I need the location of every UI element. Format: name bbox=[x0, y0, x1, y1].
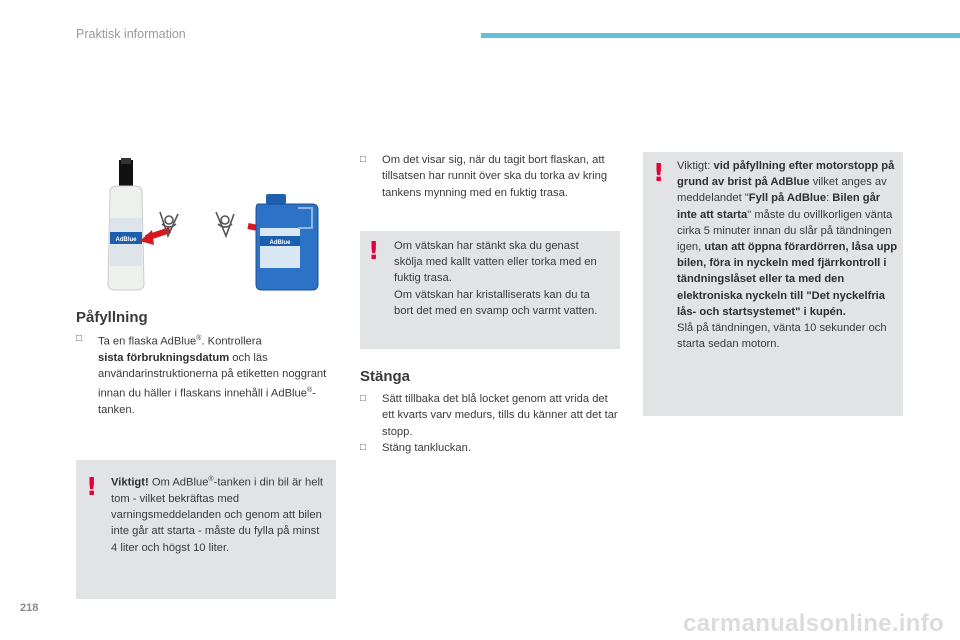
warning-box-restart bbox=[643, 152, 903, 416]
bullet-marker-icon: □ bbox=[360, 393, 367, 404]
warning-text-splash: Om vätskan har stänkt ska du genast skölja med kallt vatten eller torka med en fuktig trasa. Om vätskan har kristalliserats kan du ta bort det med en svamp och varmt vatten. bbox=[394, 240, 598, 317]
adblue-canister-image bbox=[256, 194, 318, 290]
page-number: 218 bbox=[20, 602, 39, 614]
cap-lock-symbol bbox=[216, 212, 234, 236]
header-accent-bar bbox=[481, 33, 960, 38]
bottle-label: AdBlue bbox=[115, 237, 137, 243]
page-section-title: Praktisk information bbox=[76, 27, 186, 41]
warning-box-empty-tank bbox=[76, 460, 336, 599]
adblue-refill-illustration bbox=[98, 158, 322, 292]
filling-instruction: □ Ta en flaska AdBlue®. Kontrollera sista förbrukningsdatum och läs användarinstruktionerna på etiketten noggrant innan du häller i flaskans innehåll i AdBlue®-tanken. bbox=[76, 333, 327, 416]
bullet-marker-icon: □ bbox=[76, 333, 83, 344]
warning-exclamation-icon: ! bbox=[653, 158, 665, 187]
warning-box-splash bbox=[360, 231, 620, 349]
watermark: carmanualsonline.info bbox=[682, 610, 944, 637]
closing-instruction-1: □ Sätt tillbaka det blå locket genom att vrida det ett kvarts varv medurs, tills du känner att det tar stopp. bbox=[360, 393, 618, 438]
section-title-filling: Påfyllning bbox=[76, 309, 148, 326]
bullet-marker-icon: □ bbox=[360, 154, 367, 165]
canister-label: AdBlue bbox=[269, 240, 291, 246]
warning-exclamation-icon: ! bbox=[368, 236, 380, 265]
warning-exclamation-icon: ! bbox=[86, 472, 98, 501]
closing-instruction-2: □ Stäng tankluckan. bbox=[360, 440, 618, 456]
warning-text-restart: Viktigt: vid påfyllning efter motorstopp på grund av brist på AdBlue vilket anges av meddelandet "Fyll på AdBlue: Bilen går inte att starta" måste du ovillkorligen vänta cirka 5 minuter innan du slår på tändningen igen, utan att öppna förardörren, låsa upp bilen, föra in nyckeln med fjärrkontroll i tändningslåset eller ta med den elektroniska nyckeln till "Det nyckelfria lås- och startsystemet" i kupén. Slå på tändningen, vänta 10 sekunder och starta sedan motorn. bbox=[677, 160, 898, 351]
bullet-marker-icon: □ bbox=[360, 442, 367, 453]
adblue-bottle-image bbox=[108, 158, 144, 290]
spill-wipe-instruction: □ Om det visar sig, när du tagit bort flaskan, att tillsatsen har runnit över ska du torka av kring tankens mynning med en fuktig trasa. bbox=[360, 154, 608, 199]
warning-text-empty-tank: Viktigt! Om AdBlue®-tanken i din bil är helt tom - vilket bekräftas med varningsmeddelanden och genom att bilen inte går att starta - måste du fylla på minst 4 liter och högst 10 liter. bbox=[111, 476, 324, 554]
section-title-closing: Stänga bbox=[360, 368, 411, 385]
